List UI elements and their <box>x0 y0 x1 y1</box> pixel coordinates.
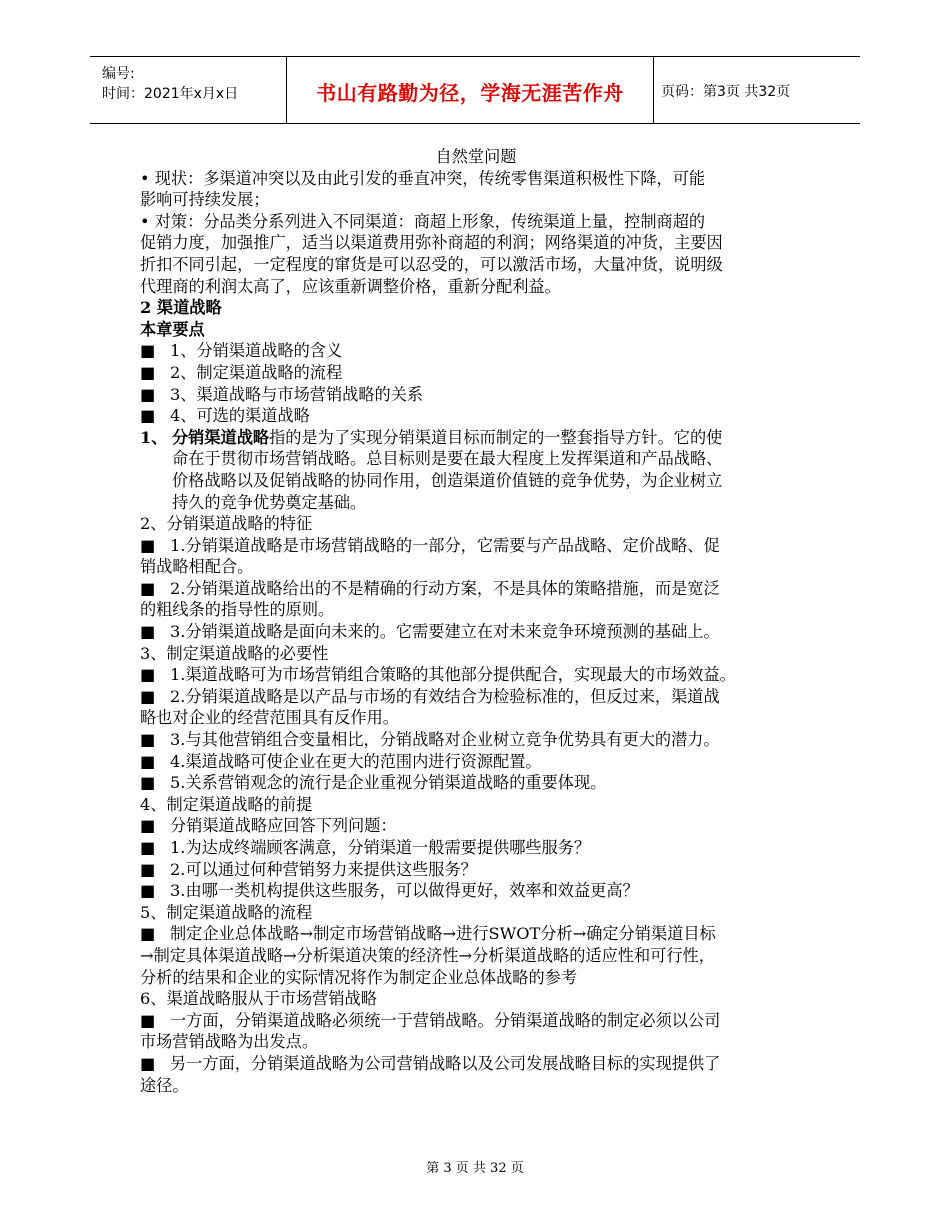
document-body <box>140 146 812 1096</box>
page-title: 自然堂问题 <box>435 147 517 166</box>
square-bullet-icon: ■ <box>140 838 156 857</box>
bullet-line: ■ 4.渠道战略可使企业在更大的范围内进行资源配置。 <box>140 751 542 771</box>
square-bullet-icon: ■ <box>140 665 156 685</box>
square-bullet-icon: ■ <box>140 924 156 944</box>
number-label: 编号: <box>102 66 135 82</box>
bullet-line: ■ 分销渠道战略应回答下列问题： <box>140 816 397 836</box>
header-left-cell <box>90 57 286 123</box>
square-bullet-icon: ■ <box>140 730 156 750</box>
bullet-line: ■ 2.可以通过何种营销努力来提供这些服务？ <box>140 859 477 879</box>
time-label: 时间：2021年x月x日 <box>102 86 239 102</box>
definition-line: 持久的竞争优势奠定基础。 <box>172 492 367 512</box>
header-motto-cell <box>286 57 654 123</box>
subsection-heading: 3、制定渠道战略的必要性 <box>140 643 329 663</box>
bullet-line: ■ 3.与其他营销组合变量相比，分销战略对企业树立竞争优势具有更大的潜力。 <box>140 730 720 750</box>
square-bullet-icon: ■ <box>140 1010 156 1030</box>
square-bullet-icon: ■ <box>140 578 156 598</box>
paragraph-line: 折扣不同引起，一定程度的窜货是可以忍受的，可以激活市场，大量冲货，说明级 <box>140 254 723 274</box>
subsection-heading: 6、渠道战略服从于市场营销战略 <box>140 989 377 1009</box>
key-points-heading: 本章要点 <box>140 319 205 339</box>
page-header <box>90 56 860 124</box>
subsection-heading: 4、制定渠道战略的前提 <box>140 794 313 814</box>
square-bullet-icon: ■ <box>140 406 156 426</box>
square-bullet-icon: ■ <box>140 751 156 771</box>
square-bullet-icon: ■ <box>140 362 156 382</box>
bullet-line: ■ 2.分销渠道战略是以产品与市场的有效结合为检验标准的，但反过来，渠道战 <box>140 686 720 706</box>
square-bullet-icon: ■ <box>140 535 156 555</box>
paragraph-line: • 现状：多渠道冲突以及由此引发的垂直冲突，传统零售渠道积极性下降，可能 <box>140 168 706 188</box>
paragraph-line: 代理商的利润太高了，应该重新调整价格，重新分配利益。 <box>140 276 561 296</box>
bullet-continuation: 的粗线条的指导性的原则。 <box>140 600 335 620</box>
square-bullet-icon: ■ <box>140 773 156 793</box>
motto-text: 书山有路勤为径，学海无涯苦作舟 <box>316 81 624 105</box>
bullet-line: ■ 1.渠道战略可为市场营销组合策略的其他部分提供配合，实现最大的市场效益。 <box>140 665 736 685</box>
square-bullet-icon: ■ <box>140 1053 156 1073</box>
paragraph-line: 影响可持续发展； <box>140 190 270 210</box>
square-bullet-icon: ■ <box>140 622 156 642</box>
square-bullet-icon: ■ <box>140 881 156 901</box>
key-point-item: ■ 1、分销渠道战略的含义 <box>140 341 343 361</box>
bullet-line: ■ 3.分销渠道战略是面向未来的。它需要建立在对未来竞争环境预测的基础上。 <box>140 622 720 642</box>
page-number-label: 页码：第3页 共32页 <box>661 84 791 100</box>
square-bullet-icon: ■ <box>140 686 156 706</box>
bullet-continuation: 略也对企业的经营范围具有反作用。 <box>140 708 399 728</box>
bullet-continuation: 途径。 <box>140 1075 189 1095</box>
definition-line: 命在于贯彻市场营销战略。总目标则是要在最大程度上发挥渠道和产品战略、 <box>172 449 723 469</box>
subsection-heading: 2、分销渠道战略的特征 <box>140 514 313 534</box>
square-bullet-icon: ■ <box>140 384 156 404</box>
key-point-item: ■ 2、制定渠道战略的流程 <box>140 362 343 382</box>
subsection-heading: 5、制定渠道战略的流程 <box>140 902 313 922</box>
page-footer: 第 3 页 共 32 页 <box>426 1161 524 1176</box>
bullet-line: ■ 1.分销渠道战略是市场营销战略的一部分，它需要与产品战略、定价战略、促 <box>140 535 720 555</box>
bullet-continuation: 分析的结果和企业的实际情况将作为制定企业总体战略的参考 <box>140 967 578 987</box>
bullet-continuation: 销战略相配合。 <box>140 557 254 577</box>
square-bullet-icon: ■ <box>140 859 156 879</box>
definition-first-line: 1、 分销渠道战略指的是为了实现分销渠道目标而制定的一整套指导方针。它的使 <box>140 427 723 447</box>
bullet-line: ■ 1.为达成终端顾客满意，分销渠道一般需要提供哪些服务？ <box>140 838 591 857</box>
section-heading: 2 渠道战略 <box>140 298 222 318</box>
key-point-item: ■ 4、可选的渠道战略 <box>140 406 310 426</box>
paragraph-line: • 对策：分品类分系列进入不同渠道：商超上形象，传统渠道上量，控制商超的 <box>140 211 706 231</box>
bullet-line: ■ 制定企业总体战略→制定市场营销战略→进行SWOT分析→确定分销渠道目标 <box>140 924 716 944</box>
key-point-item: ■ 3、渠道战略与市场营销战略的关系 <box>140 384 424 404</box>
bullet-line: ■ 另一方面，分销渠道战略为公司营销战略以及公司发展战略目标的实现提供了 <box>140 1053 721 1073</box>
bullet-line: ■ 5.关系营销观念的流行是企业重视分销渠道战略的重要体现。 <box>140 773 607 793</box>
definition-line: 价格战略以及促销战略的协同作用，创造渠道价值链的竞争优势，为企业树立 <box>172 470 723 490</box>
square-bullet-icon: ■ <box>140 816 156 836</box>
paragraph-line: 促销力度，加强推广，适当以渠道费用弥补商超的利润；网络渠道的冲货，主要因 <box>140 233 723 253</box>
bullet-line: ■ 3.由哪一类机构提供这些服务，可以做得更好，效率和效益更高？ <box>140 881 639 901</box>
bullet-continuation: →制定具体渠道战略→分析渠道决策的经济性→分析渠道战略的适应性和可行性， <box>140 945 715 965</box>
bullet-continuation: 市场营销战略为出发点。 <box>140 1032 319 1052</box>
square-bullet-icon: ■ <box>140 341 156 361</box>
header-right-cell <box>653 57 860 123</box>
definition-term: 分销渠道战略 <box>172 427 270 447</box>
bullet-line: ■ 2.分销渠道战略给出的不是精确的行动方案，不是具体的策略措施，而是宽泛 <box>140 578 720 598</box>
bullet-line: ■ 一方面，分销渠道战略必须统一于营销战略。分销渠道战略的制定必须以公司 <box>140 1010 721 1030</box>
